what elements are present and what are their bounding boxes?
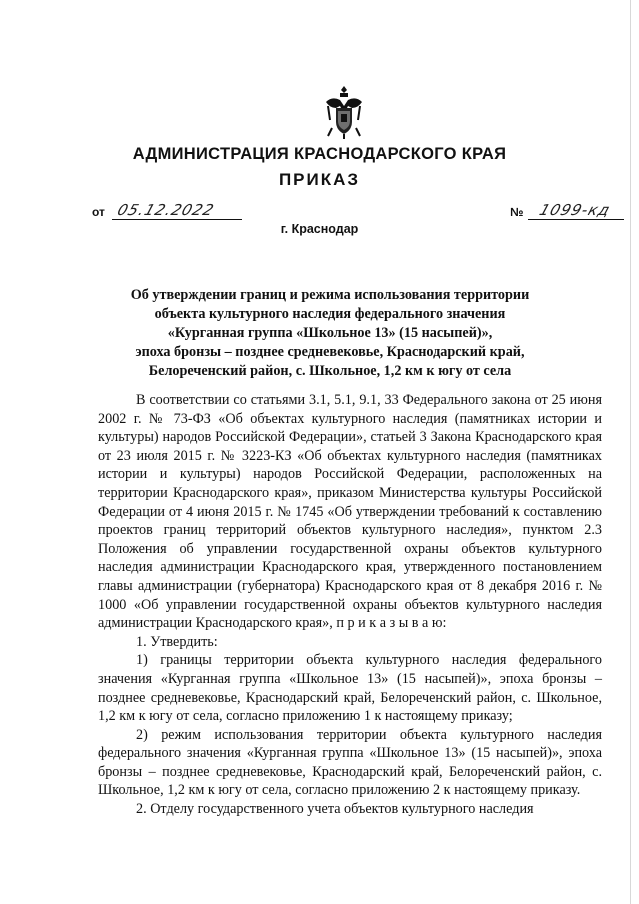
date-value: 05.12.2022 bbox=[115, 201, 217, 219]
title-line: «Курганная группа «Школьное 13» (15 насыпей)», bbox=[167, 325, 493, 341]
number-underline bbox=[528, 219, 624, 220]
coat-of-arms-emblem bbox=[322, 84, 366, 140]
preamble-paragraph: В соответствии со статьями 3.1, 5.1, 9.1, 33 Федерального закона от 25 июня 2002 г. № 73-ФЗ «Об объектах культурного наследия (памятниках истории и культуры) народов Российской Федерации», статьей 3 Закона Краснодарского края от 23 июля 2015 г. № 3223-КЗ «Об объектах культурного наследия (памятниках истории и культуры) народов Российской Федерации, расположенных на территории Краснодарского края», приказом Министерства культуры Российской Федерации от 4 июня 2015 г. № 1745 «Об утверждении требований к составлению проектов границ территорий объектов культурного наследия», пунктом 2.3 Положения об управлении государственной охраны объектов культурного наследия администрации Краснодарского края, утвержденного постановлением главы администрации (губернатора) Краснодарского края от 8 декабря 2016 г. № 1000 «Об управлении государственной охраны объектов культурного наследия администрации Краснодарского края», п р и к а з ы в а ю: bbox=[98, 392, 602, 632]
date-row bbox=[92, 200, 252, 222]
title-line: объекта культурного наследия федерального значения bbox=[154, 306, 506, 322]
document-body bbox=[98, 391, 602, 819]
item-1-subitem-2: 2) режим использования территории объекта культурного наследия федерального значения «Курганная группа «Школьное 13» (15 насыпей)», эпоха бронзы – позднее средневековье, Краснодарский край, Белореченский район, с. Школьное, 1,2 км к югу от села, согласно приложению 2 к настоящему приказу. bbox=[98, 726, 602, 799]
city: г. Краснодар bbox=[280, 222, 359, 236]
organization-title: АДМИНИСТРАЦИЯ КРАСНОДАРСКОГО КРАЯ bbox=[132, 145, 507, 163]
number-value: 1099-кд bbox=[537, 201, 613, 219]
title-line: Белореченский район, с. Школьное, 1,2 км к югу от села bbox=[148, 363, 512, 379]
date-label: от bbox=[92, 205, 105, 219]
date-underline bbox=[112, 219, 242, 220]
item-1: 1. Утвердить: bbox=[136, 633, 218, 650]
document-type: ПРИКАЗ bbox=[278, 170, 361, 189]
number-row bbox=[510, 198, 630, 222]
page-edge bbox=[630, 0, 631, 904]
title-line: Об утверждении границ и режима использования территории bbox=[130, 287, 530, 303]
number-label: № bbox=[510, 205, 524, 219]
item-2: 2. Отделу государственного учета объектов культурного наследия bbox=[136, 801, 534, 818]
title-line: эпоха бронзы – позднее средневековье, Краснодарский край, bbox=[135, 344, 525, 360]
document-title bbox=[110, 286, 550, 381]
item-1-subitem-1: 1) границы территории объекта культурного наследия федерального значения «Курганная группа «Школьное 13» (15 насыпей)», эпоха бронзы – позднее средневековье, Краснодарский край, Белореченский район, с. Школьное, 1,2 км к югу от села, согласно приложению 1 к настоящему приказу; bbox=[98, 652, 602, 725]
